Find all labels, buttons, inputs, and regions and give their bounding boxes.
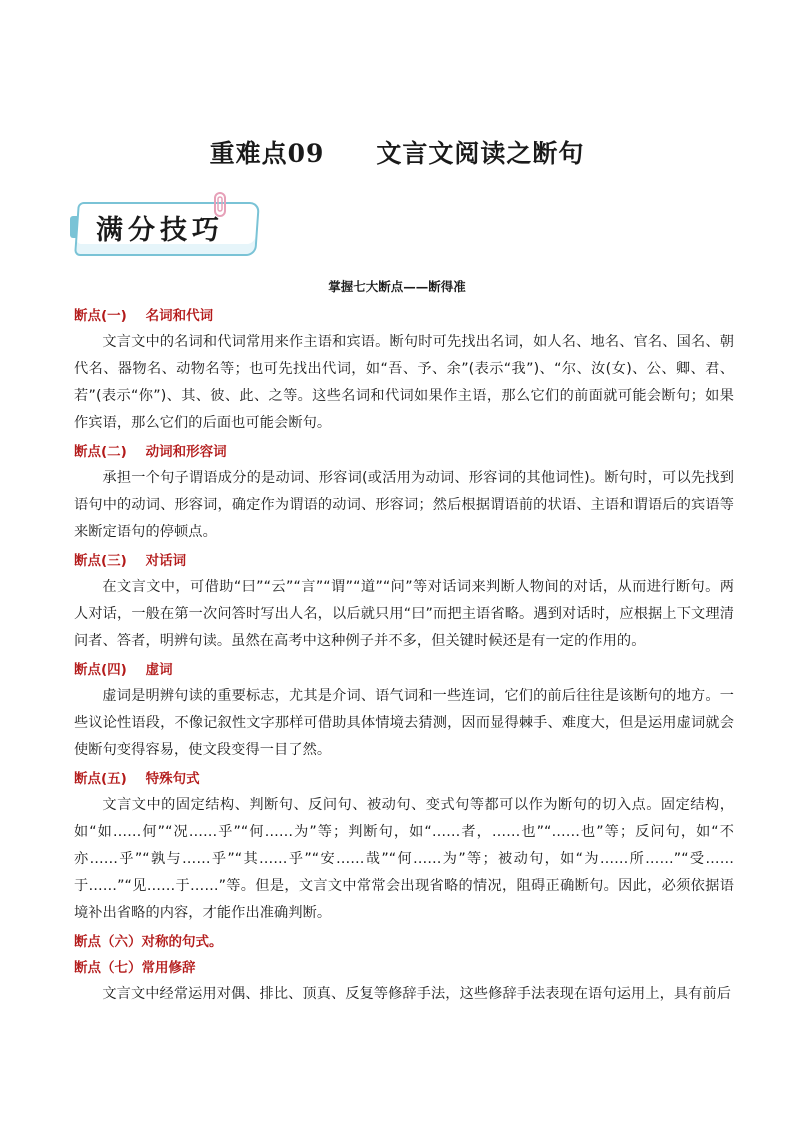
section [74,439,734,546]
section-body: 文言文中经常运用对偶、排比、顶真、反复等修辞手法，这些修辞手法表现在语句运用上，具有前后 [102,986,732,1002]
section-heading: 断点(三) 对话词 [74,553,187,569]
section [74,548,734,655]
section-body: 承担一个句子谓语成分的是动词、形容词(或活用为动词、形容词的其他词性)。断句时，可以先找到语句中的动词、形容词，确定作为谓语的动词、形容词；然后根据谓语前的状语、主语和谓语后的宾语等来断定语句的停顿点。 [74,470,734,540]
section-body: 文言文中的固定结构、判断句、反问句、被动句、变式句等都可以作为断句的切入点。固定结构，如“如……何”“况……乎”“何……为”等；判断句，如“……者，……也”“……也”等；反问句，如“不亦……乎”“孰与……乎”“其……乎”“安……哉”“何……为”等；被动句，如“为……所……”“受……于……”“见……于……”等。但是，文言文中常常会出现省略的情况，阻碍正确断句。因此，必须依据语境补出省略的内容，才能作出准确判断。 [74,797,734,921]
section-heading: 断点（六）对称的句式。 [74,934,223,950]
section-heading: 断点(四) 虚词 [74,662,173,678]
content [74,303,734,1010]
section-body: 文言文中的名词和代词常用来作主语和宾语。断句时可先找出名词，如人名、地名、官名、国名、朝代名、器物名、动物名等；也可先找出代词，如“吾、予、余”(表示“我”)、“尔、汝(女)、公、卿、君、若”(表示“你”)、其、彼、此、之等。这些名词和代词如果作主语，那么它们的前面就可能会断句；如果作宾语，那么它们的后面也可能会断句。 [74,334,734,431]
title-topic: 文言文阅读之断句 [376,139,585,168]
section-heading: 断点(二) 动词和形容词 [74,444,227,460]
section-body: 虚词是明辨句读的重要标志，尤其是介词、语气词和一些连词，它们的前后往往是该断句的地方。一些议论性语段，不像记叙性文字那样可借助具体情境去猜测，因而显得棘手、难度大，但是运用虚词就会使断句变得容易，使文段变得一目了然。 [74,688,734,758]
section-body: 在文言文中，可借助“曰”“云”“言”“谓”“道”“问”等对话词来判断人物间的对话，从而进行断句。两人对话，一般在第一次问答时写出人名，以后就只用“曰”而把主语省略。遇到对话时，应根据上下文理清问者、答者，明辨句读。虽然在高考中这种例子并不多，但关键时候还是有一定的作用的。 [74,579,734,649]
section [74,955,734,1008]
section-heading: 断点（七）常用修辞 [74,960,196,976]
section-heading: 断点(五) 特殊句式 [74,771,200,787]
section [74,303,734,437]
subtitle: 掌握七大断点——断得准 [328,279,466,294]
banner-text: 满分技巧 [96,215,224,246]
title-code: 重难点09 [209,139,325,168]
section-banner [76,196,266,258]
section [74,766,734,927]
section [74,929,734,955]
section [74,657,734,764]
page-title [0,134,794,170]
section-heading: 断点(一) 名词和代词 [74,308,214,324]
